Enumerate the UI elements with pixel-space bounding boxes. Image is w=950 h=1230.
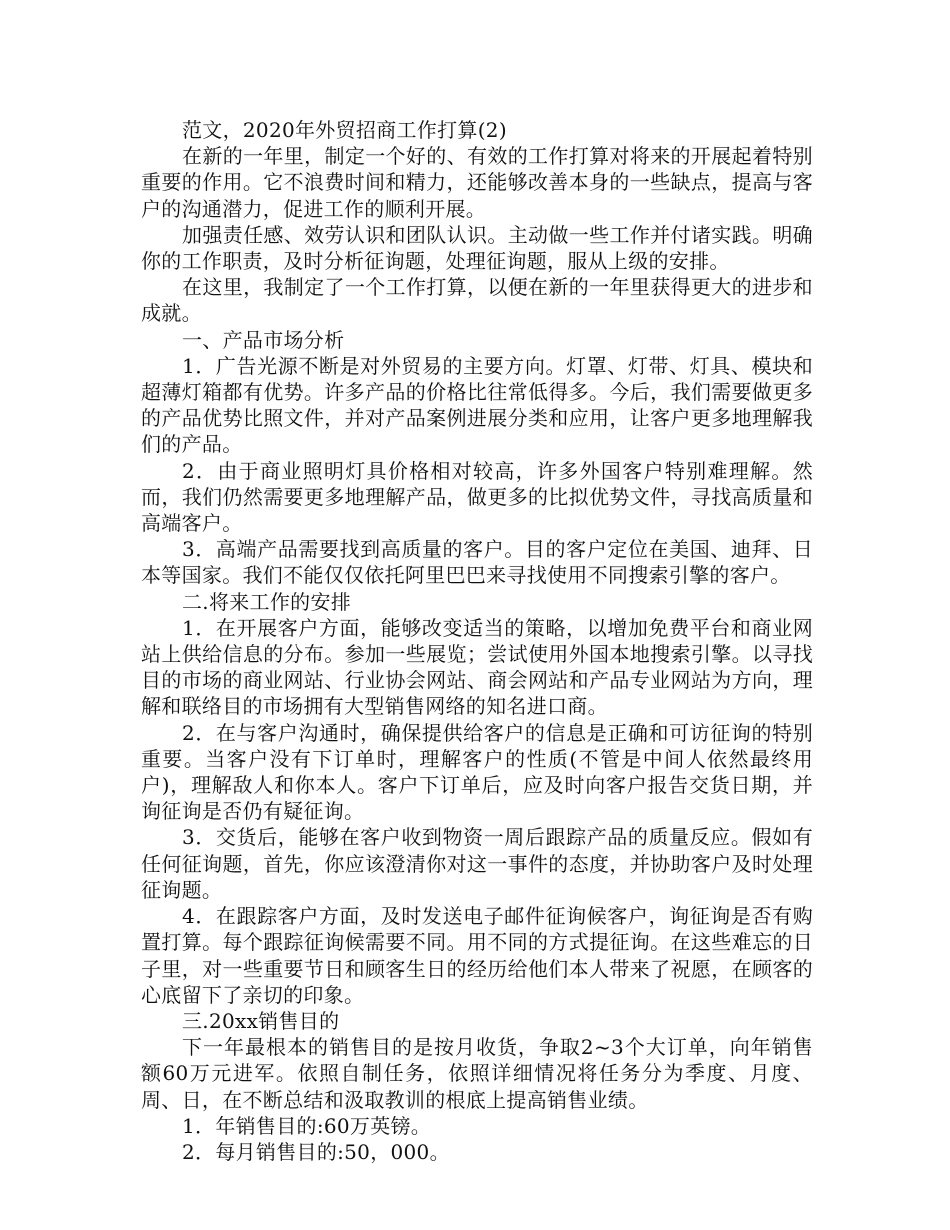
paragraph-responsibility: 加强责任感、效劳认识和团队认识。主动做一些工作并付诸实践。明确你的工作职责，及时分析征询题，处理征询题，服从上级的安排。	[141, 222, 813, 274]
paragraph-intro: 在新的一年里，制定一个好的、有效的工作打算对将来的开展起着特别重要的作用。它不浪费时间和精力，还能够改善本身的一些缺点，提高与客户的沟通潜力，促进工作的顺利开展。	[141, 144, 813, 221]
document-title: 范文，2020年外贸招商工作打算(2)	[182, 118, 507, 142]
paragraph-future-2: 2．在与客户沟通时，确保提供给客户的信息是正确和可访征询的特别重要。当客户没有下订单时，理解客户的性质(不管是中间人依然最终用户)，理解敌人和你本人。客户下订单后，应及时向客户报告交货日期，并询征询是否仍有疑征询。	[141, 720, 813, 824]
paragraph-market-3: 3．高端产品需要找到高质量的客户。目的客户定位在美国、迪拜、日本等国家。我们不能仅仅依托阿里巴巴来寻找使用不同搜索引擎的客户。	[141, 537, 813, 588]
paragraph-annual-target: 1．年销售目的:60万英镑。	[182, 1113, 432, 1138]
section-heading-market: 一、产品市场分析	[182, 327, 345, 352]
paragraph-monthly-target: 2．每月销售目的:50，000。	[182, 1139, 450, 1164]
section-heading-future-work: 二.将来工作的安排	[182, 589, 352, 614]
paragraph-market-2: 2．由于商业照明灯具价格相对较高，许多外国客户特别难理解。然而，我们仍然需要更多地理解产品，做更多的比拟优势文件，寻找高质量和高端客户。	[141, 458, 813, 536]
document-body	[141, 117, 813, 1165]
paragraph-future-3: 3．交货后，能够在客户收到物资一周后跟踪产品的质量反应。假如有任何征询题，首先，你应该澄清你对这一事件的态度，并协助客户及时处理征询题。	[141, 825, 813, 902]
paragraph-sales-target: 下一年最根本的销售目的是按月收货，争取2~3个大订单，向年销售额60万元进军。依照自制任务，依照详细情况将任务分为季度、月度、周、日，在不断总结和汲取教训的根底上提高销售业绩。	[141, 1035, 813, 1112]
paragraph-market-1: 1．广告光源不断是对外贸易的主要方向。灯罩、灯带、灯具、模块和超薄灯箱都有优势。许多产品的价格比往常低得多。今后，我们需要做更多的产品优势比照文件，并对产品案例进展分类和应用，让客户更多地理解我们的产品。	[141, 353, 813, 457]
paragraph-future-4: 4．在跟踪客户方面，及时发送电子邮件征询候客户，询征询是否有购置打算。每个跟踪征询候需要不同。用不同的方式提征询。在这些难忘的日子里，对一些重要节日和顾客生日的经历给他们本人带来了祝愿，在顾客的心底留下了亲切的印象。	[141, 904, 813, 1007]
paragraph-plan: 在这里，我制定了一个工作打算，以便在新的一年里获得更大的进步和成就。	[141, 275, 813, 326]
paragraph-future-1: 1．在开展客户方面，能够改变适当的策略，以增加免费平台和商业网站上供给信息的分布。参加一些展览；尝试使用外国本地搜索引擎。以寻找目的市场的商业网站、行业协会网站、商会网站和产品专业网站为方向，理解和联络目的市场拥有大型销售网络的知名进口商。	[141, 615, 813, 719]
section-heading-sales-target: 三.20xx销售目的	[182, 1008, 340, 1033]
